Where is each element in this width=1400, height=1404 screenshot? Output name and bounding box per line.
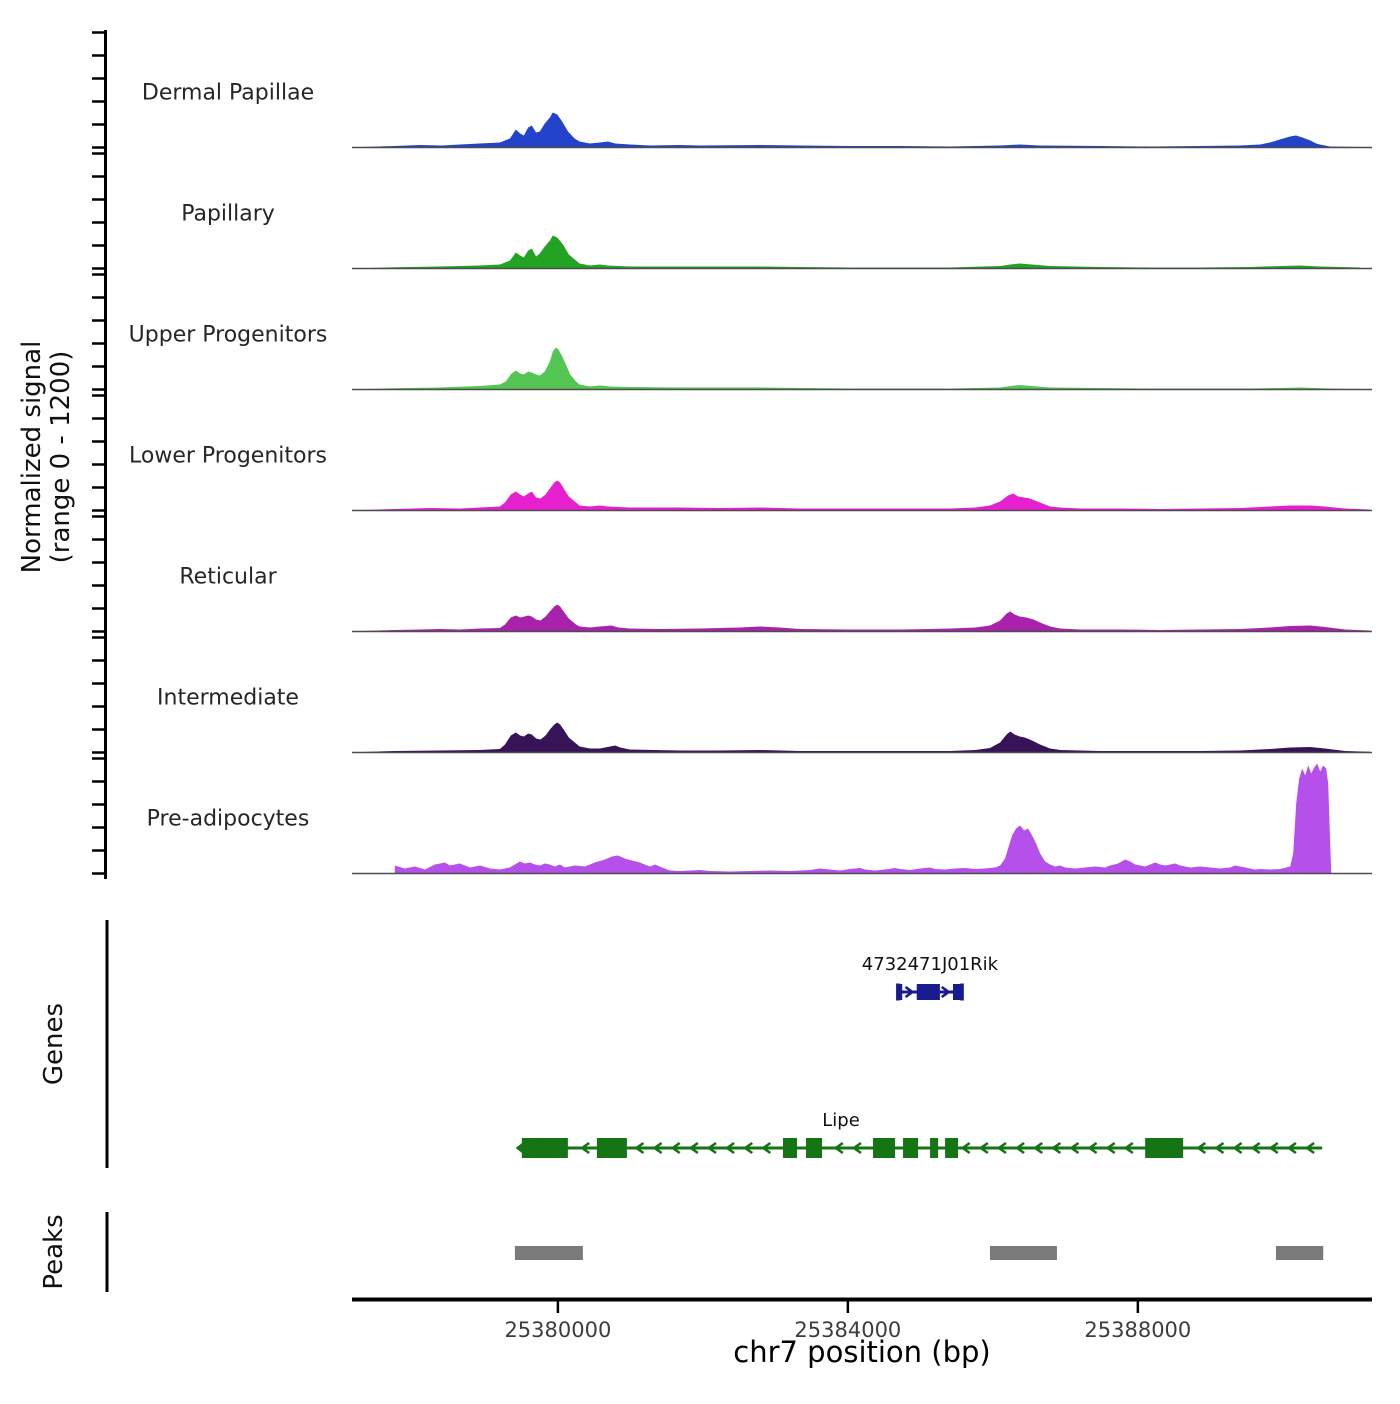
signal-area-upper-progenitors: [362, 348, 1360, 390]
exon-box: [930, 1138, 938, 1158]
gene-models: [518, 954, 1322, 1158]
signal-area-papillary: [362, 236, 1360, 269]
track-label-papillary: Papillary: [181, 201, 275, 227]
peak-region-box: [990, 1246, 1057, 1260]
track-label-reticular: Reticular: [179, 564, 277, 590]
peak-calls: [515, 1246, 1323, 1260]
exon-box: [873, 1138, 895, 1158]
x-tick-label: 25388000: [1084, 1318, 1192, 1342]
signal-tracks: [129, 81, 1372, 874]
track-pre-adipocytes: [147, 764, 1372, 874]
signal-axis-label-line1: Normalized signal: [17, 340, 47, 574]
exon-box: [783, 1138, 797, 1158]
exon-box: [903, 1138, 918, 1158]
peak-region-box: [515, 1246, 583, 1260]
track-lower-progenitors: [129, 444, 1372, 511]
peak-region-box: [1276, 1246, 1323, 1260]
track-dermal-papillae: [142, 81, 1372, 148]
gene-name-4732471j01rik: 4732471J01Rik: [861, 954, 999, 975]
exon-box: [917, 984, 940, 1000]
signal-area-lower-progenitors: [362, 481, 1370, 511]
genes-section-label: Genes: [39, 1002, 69, 1086]
track-label-intermediate: Intermediate: [157, 685, 299, 711]
track-papillary: [181, 202, 1372, 269]
signal-area-pre-adipocytes: [395, 764, 1370, 874]
position-axis-title: chr7 position (bp): [733, 1335, 991, 1369]
exon-box: [597, 1138, 627, 1158]
gene-lipe: [518, 1110, 1322, 1158]
x-tick-label: 25380000: [504, 1318, 612, 1342]
exon-box: [522, 1138, 568, 1158]
gene-name-lipe: Lipe: [822, 1110, 860, 1131]
signal-axis-ticks: [92, 33, 105, 874]
track-upper-progenitors: [129, 323, 1372, 390]
track-label-lower-progenitors: Lower Progenitors: [129, 443, 327, 469]
peaks-section-label: Peaks: [39, 1214, 69, 1290]
signal-axis-label-line2: (range 0 - 1200): [46, 350, 76, 564]
signal-area-dermal-papillae: [362, 113, 1370, 148]
gene-terminal-bar: [960, 984, 964, 1001]
track-label-upper-progenitors: Upper Progenitors: [128, 322, 328, 348]
gene-terminal-bar: [896, 984, 900, 1001]
gene-4732471j01rik: [862, 954, 999, 1001]
track-label-pre-adipocytes: Pre-adipocytes: [146, 806, 310, 832]
signal-area-reticular: [362, 605, 1370, 632]
signal-area-intermediate: [362, 723, 1370, 753]
exon-box: [806, 1138, 822, 1158]
exon-box: [1145, 1138, 1183, 1158]
track-intermediate: [157, 686, 1372, 753]
exon-box: [945, 1138, 958, 1158]
track-label-dermal-papillae: Dermal Papillae: [141, 80, 315, 106]
x-tick-label: 25384000: [794, 1318, 902, 1342]
track-reticular: [179, 565, 1372, 632]
